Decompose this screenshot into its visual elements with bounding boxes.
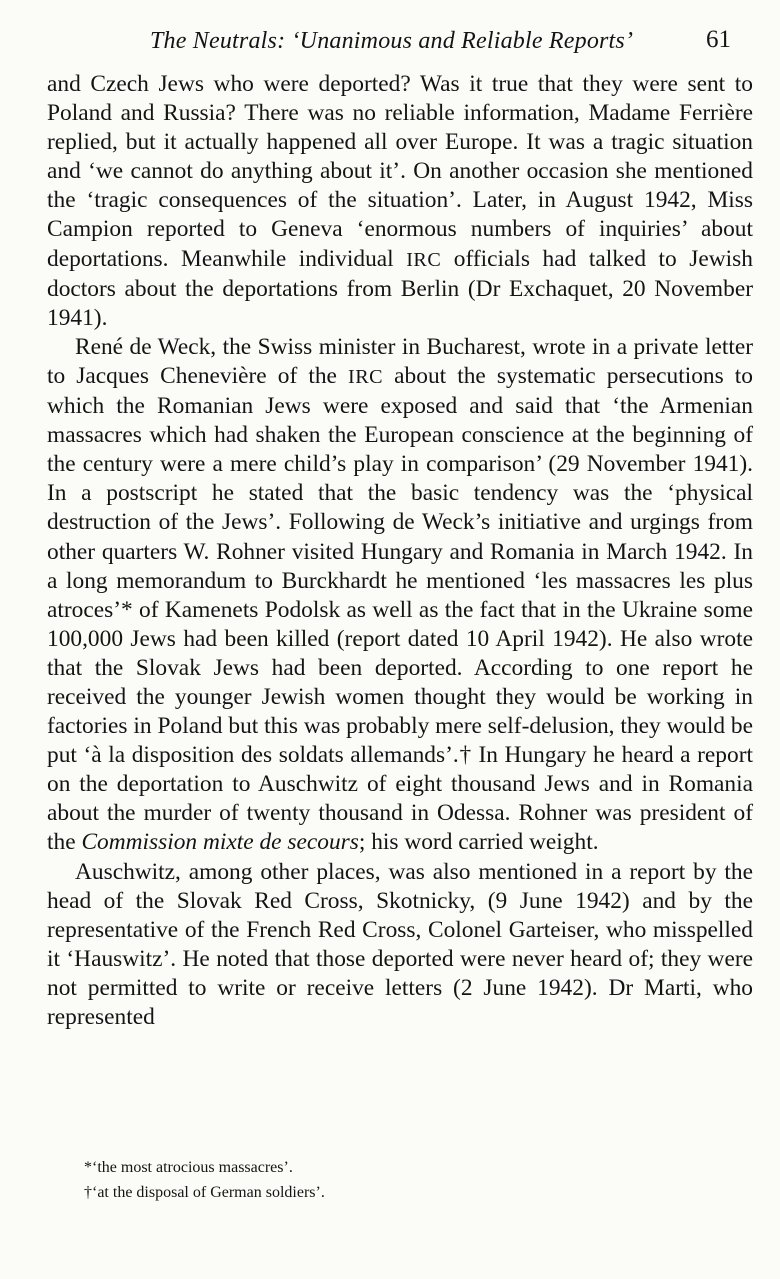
page-header: [0, 22, 780, 56]
footnote-2: †‘at the disposal of German soldiers’.: [84, 1184, 325, 1201]
running-head: The Neutrals: ‘Unanimous and Reliable Reports’: [150, 28, 634, 54]
paragraph-3: [47, 858, 753, 1033]
irc-abbreviation: IRC: [348, 365, 384, 388]
paragraph-2-text-b: about the systematic persecutions to which the Romanian Jews were exposed and said that ‘the Armenian massacres which had shaken the European conscience at the beginning of the century were a mere child’s play in comparison’ (29 November 1941). In a postscript he stated that the basic tendency was the ‘physical destruction of the Jews’. Following de Weck’s initiative and urgings from other quarters W. Rohner visited Hungary and Romania in March 1942. In a long memorandum to Burckhardt he mentioned ‘les massacres les plus atroces’* of Kamenets Podolsk as well as the fact that in the Ukraine some 100,000 Jews had been killed (report dated 10 April 1942). He also wrote that the Slovak Jews had been deported. According to one report he received the younger Jewish women thought they would be working in factories in Poland but this was probably mere self-delusion, they would be put ‘à la disposition des soldats allemands’.† In Hungary he heard a report on the deportation to Auschwitz of eight thousand Jews and in Romania about the murder of twenty thousand in Odessa. Rohner was president of the: [47, 362, 753, 856]
footnote-1: *‘the most atrocious massacres’.: [84, 1159, 293, 1176]
paragraph-2-text-c: ; his word carried weight.: [358, 829, 599, 856]
paragraph-2-text-a: René de Weck, the Swiss minister in Bucharest, wrote in a private letter to Jacques Chenevière of the: [47, 333, 753, 389]
paragraph-1-text: and Czech Jews who were deported? Was it true that they were sent to Poland and Russia? There was no reliable information, Madame Ferrière replied, but it actually happened all over Europe. It was a tragic situation and ‘we cannot do anything about it’. On another occasion she mentioned the ‘tragic consequences of the situation’. Later, in August 1942, Miss Campion reported to Geneva ‘enormous numbers of inquiries’ about deportations. Meanwhile individual: [47, 71, 753, 272]
paragraph-3-text: Auschwitz, among other places, was also mentioned in a report by the head of the Slovak Red Cross, Skotnicky, (9 June 1942) and by the representative of the French Red Cross, Colonel Garteiser, who misspelled it ‘Hauswitz’. He noted that those deported were never heard of; they were not permitted to write or receive letters (2 June 1942). Dr Marti, who represented: [47, 858, 753, 1030]
paragraph-2: [47, 333, 753, 858]
body-text: [47, 70, 753, 1032]
irc-abbreviation: IRC: [406, 248, 442, 271]
page-number: 61: [706, 26, 731, 53]
paragraph-1: [47, 70, 753, 333]
footnotes: [84, 1158, 744, 1208]
paragraph-1-end: officials had talked to Jewish doctors about the deportations from Berlin (Dr Exchaquet, 20 November 1941).: [47, 245, 753, 331]
commission-title: Commission mixte de secours: [81, 829, 359, 856]
